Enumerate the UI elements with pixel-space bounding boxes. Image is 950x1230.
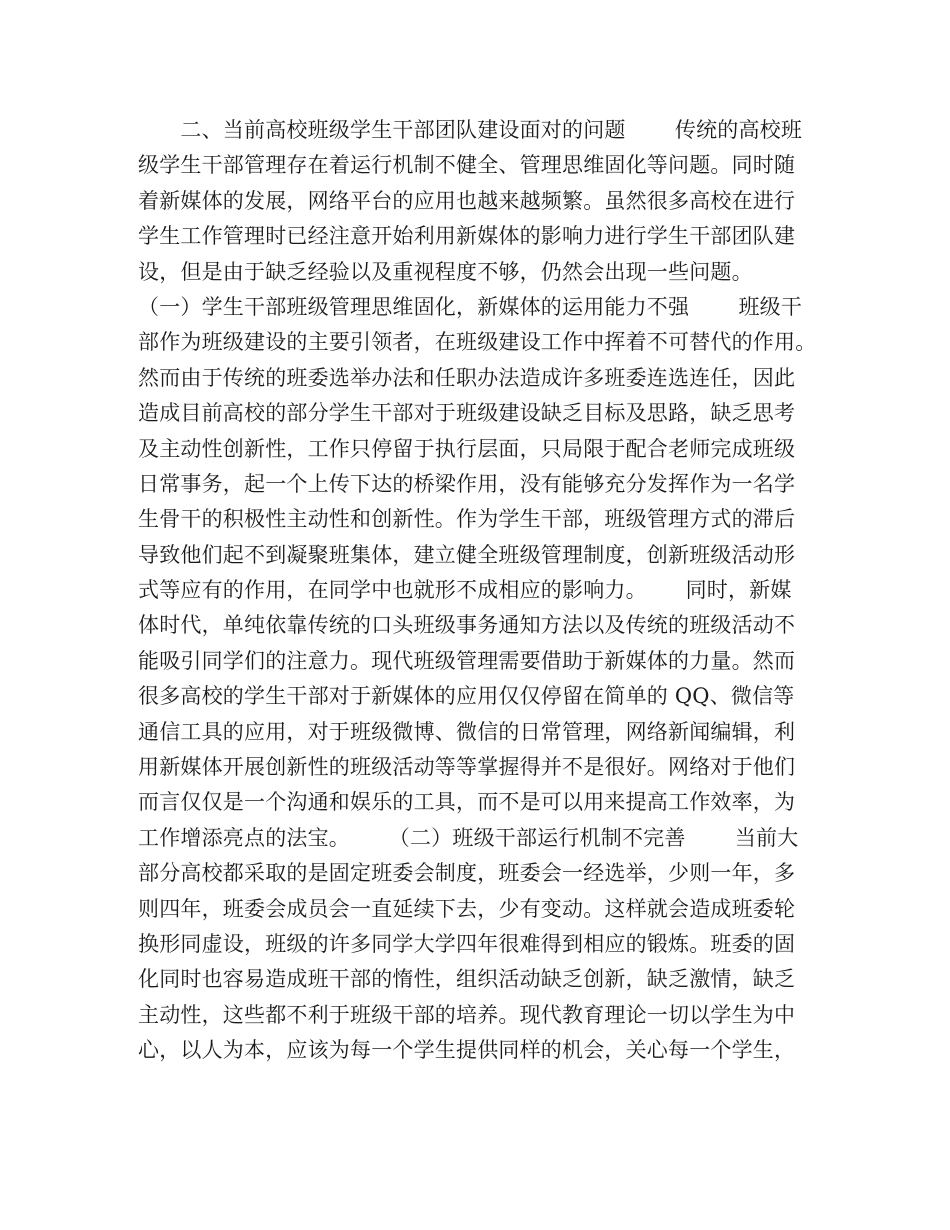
text-line: 而言仅仅是一个沟通和娱乐的工具，而不是可以用来提高工作效率，为 <box>138 790 796 815</box>
text-line: 体时代，单纯依靠传统的口头班级事务通知方法以及传统的班级活动不 <box>138 613 796 638</box>
body-text <box>138 113 818 1069</box>
text-line: 通信工具的应用，对于班级微博、微信的日常管理，网络新闻编辑，利 <box>138 719 796 744</box>
text-line: （一）学生干部班级管理思维固化，新媒体的运用能力不强 班级干 <box>138 294 803 319</box>
text-line: 级学生干部管理存在着运行机制不健全、管理思维固化等问题。同时随 <box>138 153 796 178</box>
text-line: 化同时也容易造成班干部的惰性，组织活动缺乏创新，缺乏激情，缺乏 <box>138 967 796 992</box>
text-line: 部分高校都采取的是固定班委会制度，班委会一经选举，少则一年，多 <box>138 861 796 886</box>
text-line: 生骨干的积极性主动性和创新性。作为学生干部，班级管理方式的滞后 <box>138 507 796 532</box>
text-line: 二、当前高校班级学生干部团队建设面对的问题 传统的高校班 <box>138 118 803 142</box>
text-line: 部作为班级建设的主要引领者，在班级建设工作中挥着不可替代的作用。 <box>138 330 817 355</box>
text-line: 主动性，这些都不利于班级干部的培养。现代教育理论一切以学生为中 <box>138 1002 796 1027</box>
text-line: 式等应有的作用，在同学中也就形不成相应的影响力。 同时，新媒 <box>138 578 792 603</box>
text-line: 导致他们起不到凝聚班集体，建立健全班级管理制度，创新班级活动形 <box>138 542 796 567</box>
text-line: 及主动性创新性，工作只停留于执行层面，只局限于配合老师完成班级 <box>138 436 796 461</box>
text-line: 设，但是由于缺乏经验以及重视程度不够，仍然会出现一些问题。 <box>138 259 753 284</box>
text-line: 换形同虚设，班级的许多同学大学四年很难得到相应的锻炼。班委的固 <box>138 931 796 956</box>
text-line: 则四年，班委会成员会一直延续下去，少有变动。这样就会造成班委轮 <box>138 896 796 921</box>
text-line: 然而由于传统的班委选举办法和任职办法造成许多班委连选连任，因此 <box>138 365 796 390</box>
text-line: 学生工作管理时已经注意开始利用新媒体的影响力进行学生干部团队建 <box>138 224 796 249</box>
text-line: 能吸引同学们的注意力。现代班级管理需要借助于新媒体的力量。然而 <box>138 648 796 673</box>
text-line: 工作增添亮点的法宝。 （二）班级干部运行机制不完善 当前大 <box>138 825 799 850</box>
text-line: 着新媒体的发展，网络平台的应用也越来越频繁。虽然很多高校在进行 <box>138 188 796 213</box>
text-line: 很多高校的学生干部对于新媒体的应用仅仅停留在简单的 QQ、微信等 <box>138 684 795 709</box>
text-line: 造成目前高校的部分学生干部对于班级建设缺乏目标及思路，缺乏思考 <box>138 401 796 426</box>
text-line: 心，以人为本，应该为每一个学生提供同样的机会，关心每一个学生， <box>138 1038 796 1063</box>
text-line: 用新媒体开展创新性的班级活动等等掌握得并不是很好。网络对于他们 <box>138 755 796 780</box>
text-line: 日常事务，起一个上传下达的桥梁作用，没有能够充分发挥作为一名学 <box>138 471 796 496</box>
